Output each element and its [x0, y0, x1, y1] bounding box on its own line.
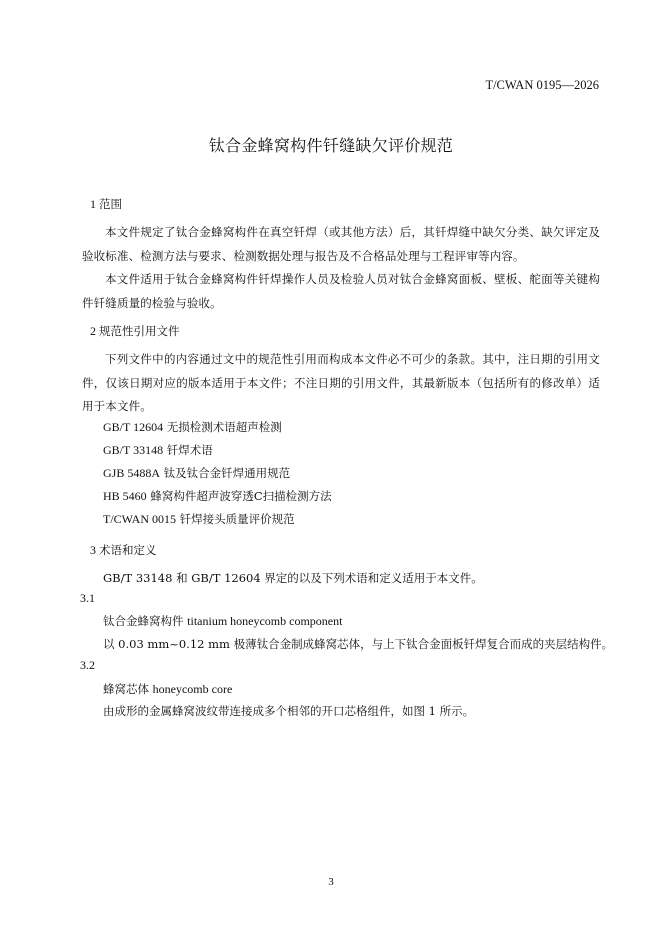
reference-title: 钛及钛合金钎焊通用规范	[163, 466, 291, 480]
term-chinese: 蜂窝芯体	[103, 682, 149, 696]
reference-code: GJB 5488A	[103, 466, 161, 480]
term-english: honeycomb core	[152, 682, 233, 696]
section-number: 3	[90, 543, 96, 557]
term-heading	[103, 613, 342, 629]
reference-title: 钎焊接头质量评价规范	[179, 512, 295, 526]
section-number: 1	[90, 197, 96, 211]
term-english: titanium honeycomb component	[187, 614, 343, 628]
section-2-heading	[90, 323, 180, 339]
section-3-intro: GB/T 33148 和 GB/T 12604 界定的以及下列术语和定义适用于本文件。	[103, 571, 483, 585]
reference-title: 钎焊术语	[166, 443, 213, 457]
section-title: 范围	[99, 197, 122, 211]
standard-code: T/CWAN 0195—2026	[485, 78, 599, 92]
section-1-paragraph-2: 本文件适用于钛合金蜂窝构件钎焊操作人员及检验人员对钛合金蜂窝面板、壁板、舵面等关键构件钎缝质量的检验与验收。	[82, 272, 600, 310]
page-number: 3	[328, 876, 334, 888]
section-title: 术语和定义	[99, 543, 157, 557]
reference-code: GB/T 12604	[103, 420, 164, 434]
term-heading	[103, 681, 232, 697]
normative-reference	[103, 442, 213, 458]
reference-code: T/CWAN 0015	[103, 512, 176, 526]
reference-code: GB/T 33148	[103, 443, 164, 457]
section-2-intro: 下列文件中的内容通过文中的规范性引用而构成本文件必不可少的条款。其中，注日期的引用文件，仅该日期对应的版本适用于本文件；不注日期的引用文件，其最新版本（包括所有的修改单）适用于本文件。	[82, 352, 600, 413]
reference-title: 无损检测术语超声检测	[166, 420, 282, 434]
section-1-paragraph-1: 本文件规定了钛合金蜂窝构件在真空钎焊（或其他方法）后，其钎焊缝中缺欠分类、缺欠评定及验收标准、检测方法与要求、检测数据处理与报告及不合格品处理与工程评审等内容。	[82, 225, 600, 263]
normative-reference	[103, 488, 332, 504]
term-number: 3.2	[80, 658, 95, 672]
section-3-heading	[90, 542, 157, 558]
reference-title: 蜂窝构件超声波穿透C扫描检测方法	[150, 489, 332, 503]
term-definition: 以 0.03 mm~0.12 mm 极薄钛合金制成蜂窝芯体，与上下钛合金面板钎焊复合而成的夹层结构件。	[103, 637, 614, 651]
term-definition: 由成形的金属蜂窝波纹带连接成多个相邻的开口芯格组件，如图 1 所示。	[103, 704, 475, 718]
term-number: 3.1	[80, 591, 95, 605]
normative-reference	[103, 419, 282, 435]
term-chinese: 钛合金蜂窝构件	[103, 614, 184, 628]
normative-reference	[103, 465, 290, 481]
section-title: 规范性引用文件	[99, 324, 180, 338]
document-title: 钛合金蜂窝构件钎缝缺欠评价规范	[208, 136, 454, 155]
reference-code: HB 5460	[103, 489, 147, 503]
normative-reference	[103, 511, 295, 527]
section-1-heading	[90, 196, 122, 212]
section-number: 2	[90, 324, 96, 338]
